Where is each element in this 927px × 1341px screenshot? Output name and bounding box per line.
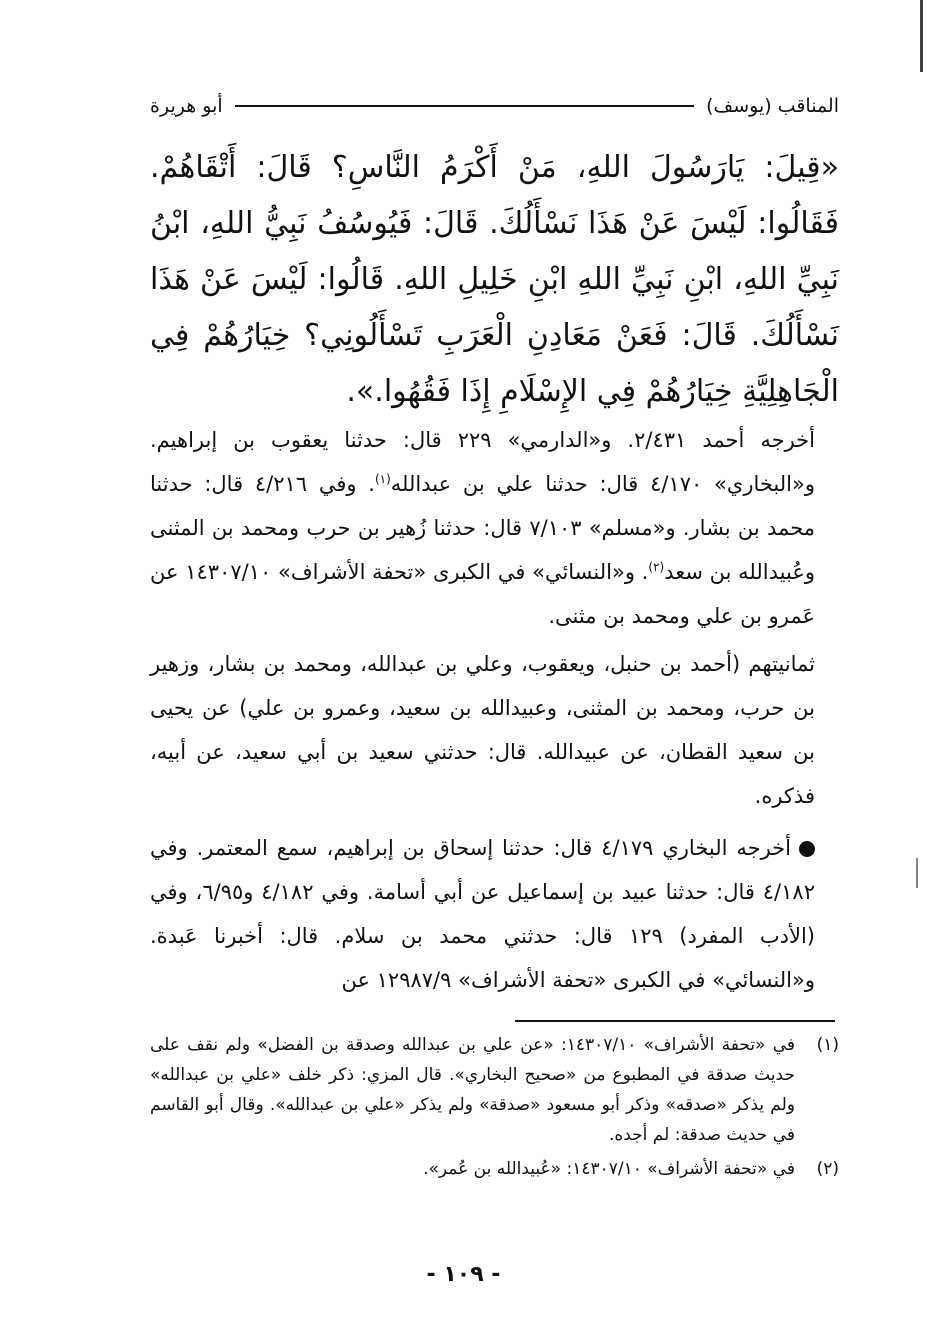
takhrij-text: أخرجه أحمد ٢/٤٣١. و«الدارمي» ٢٢٩ قال: حدثنا يعقوب بن إبراهيم. و«البخاري» ٤/١٧٠ قال: حدثنا علي بن عبدالله (150, 428, 815, 496)
page-edge-mark (916, 858, 918, 888)
chain-paragraph: ثمانيتهم (أحمد بن حنبل، ويعقوب، وعلي بن عبدالله، ومحمد بن بشار، وزهير بن حرب، ومحمد بن المثنى، وعبيدالله بن سعيد، وعمرو بن علي) عن يحيى بن سعيد القطان، عن عبيدالله. قال: حدثني سعيد بن أبي سعيد، عن أبيه، فذكره. (150, 652, 815, 808)
bullet-icon (799, 841, 815, 857)
header-book: أبو هريرة (150, 95, 223, 117)
footnote-number: (١) (816, 1035, 839, 1055)
takhrij-text: أخرجه البخاري ٤/١٧٩ قال: حدثنا إسحاق بن إبراهيم، سمع المعتمر. وفي ٤/١٨٢ قال: حدثنا عبيد بن إسماعيل عن أبي أسامة. وفي ٤/١٨٢ و٦/٩٥، وفي (الأدب المفرد) ١٢٩ قال: حدثني محمد بن سلام. قال: أخبرنا عَبدة. و«النسائي» في الكبرى «تحفة الأشراف» ١٢٩٨٧/٩ عن (150, 836, 815, 992)
takhrij-paragraph (150, 418, 839, 638)
footnote (150, 1030, 839, 1150)
takhrij-text: . و«النسائي» في الكبرى «تحفة الأشراف» ١٤٣٠٧/١٠ عن عَمرو بن علي ومحمد بن مثنى. (150, 560, 815, 628)
footnote-number: (٢) (816, 1159, 839, 1179)
footnotes (150, 1030, 839, 1188)
hadith-text: «قِيلَ: يَارَسُولَ اللهِ، مَنْ أَكْرَمُ النَّاسِ؟ قَالَ: أَتْقَاهُمْ. فَقَالُوا: لَيْسَ عَنْ هَذَا نَسْأَلُكَ. قَالَ: فَيُوسُفُ نَبِيُّ اللهِ، ابْنُ نَبِيِّ اللهِ، ابْنِ نَبِيِّ اللهِ ابْنِ خَلِيلِ اللهِ. قَالُوا: لَيْسَ عَنْ هَذَا نَسْأَلُكَ. قَالَ: فَعَنْ مَعَادِنِ الْعَرَبِ تَسْأَلُونِي؟ خِيَارُهُمْ فِي الْجَاهِلِيَّةِ خِيَارُهُمْ فِي الإِسْلَامِ إِذَا فَقُهُوا.». (150, 150, 839, 409)
footnote (150, 1154, 839, 1184)
footnote-text: في «تحفة الأشراف» ١٤٣٠٧/١٠: «عُبيدالله بن عُمر». (423, 1159, 795, 1179)
footnote-ref[interactable]: (١) (374, 472, 391, 486)
takhrij-text: . وفي ٤/٢١٦ قال: حدثنا محمد بن بشار. و«مسلم» ٧/١٠٣ قال: حدثنا زُهير بن حرب ومحمد بن المثنى وعُبيدالله بن سعد (150, 472, 815, 584)
running-header (150, 90, 839, 122)
footnote-separator (515, 1020, 835, 1022)
header-chapter: المناقب (يوسف) (706, 95, 839, 117)
page-edge-mark (920, 0, 923, 72)
takhrij-paragraph-2 (150, 826, 839, 1002)
page-number: - ١٠٩ - (426, 1262, 501, 1287)
footnote-text: في «تحفة الأشراف» ١٤٣٠٧/١٠: «عن علي بن عبدالله وصدقة بن الفضل» ولم نقف على حديث صدقة في المطبوع من «صحيح البخاري». قال المزي: ذكر خلف «علي بن عبدالله» ولم يذكر «صدقه» وذكر أبو مسعود «صدقة» ولم يذكر «علي بن عبدالله». وقال أبو القاسم في حديث صدقة: لم أجده. (150, 1035, 795, 1145)
header-rule (235, 105, 694, 107)
footnote-ref[interactable]: (٢) (648, 560, 665, 574)
